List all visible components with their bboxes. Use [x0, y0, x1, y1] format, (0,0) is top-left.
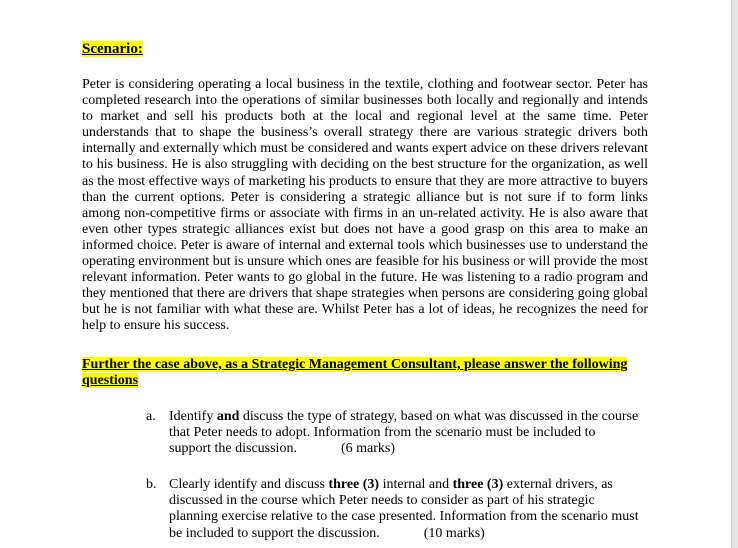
- scenario-heading: [82, 41, 143, 58]
- question-a: [146, 409, 639, 458]
- scenario-paragraph: Peter is considering operating a local business in the textile, clothing and footwear sector. Peter has completed research into the operations of similar businesses both locally and regionally and intends to market and sell his products both at the local and regional level at the same time. Peter understands that to shape the business’s overall strategy there are various strategic drivers both internally and externally which must be considered and wants expert advice on these drivers relevant to his business. He is also struggling with deciding on the best structure for the organization, as well as the most effective ways of marketing his products to ensure that they are more attractive to buyers than the current options. Peter is considering a strategic alliance but is not sure if to form links among non-competitive firms or associate with firms in an un-related activity. He is also aware that even other types strategic alliances exist but does not have a good grasp on this area to make an informed choice. Peter is aware of internal and external tools which businesses use to understand the operating environment but is unsure which ones are feasible for his business or will provide the most relevant information. Peter wants to go global in the future. He was listening to a radio program and they mentioned that there are drivers that shape strategies when persons are considering going global but he is not familiar with what these are. Whilst Peter has a lot of ideas, he recognizes the need for help to ensure his success.: [82, 77, 648, 334]
- question-b: [146, 477, 639, 542]
- question-letter: a.: [146, 409, 156, 424]
- question-letter: b.: [146, 477, 157, 492]
- question-marks: (6 marks): [340, 441, 395, 457]
- questions-heading-text: Further the case above, as a Strategic Management Consultant, please answer the following questions: [82, 357, 628, 388]
- scenario-heading-text: Scenario:: [82, 41, 143, 57]
- question-text: Identify and discuss the type of strategy, based on what was discussed in the course that Peter needs to adopt. Information from the scenario must be included to support the discussion. (6 marks): [169, 409, 639, 457]
- viewer-scrollbar-edge[interactable]: [731, 0, 738, 548]
- questions-heading: [82, 357, 648, 389]
- question-text: Clearly identify and discuss three (3) internal and three (3) external drivers, as discussed in the course which Peter needs to consider as part of his strategic planning exercise relative to the case presented. Information from the scenario must be included to support the discussion. (10 marks): [169, 477, 639, 541]
- question-marks: (10 marks): [423, 525, 485, 541]
